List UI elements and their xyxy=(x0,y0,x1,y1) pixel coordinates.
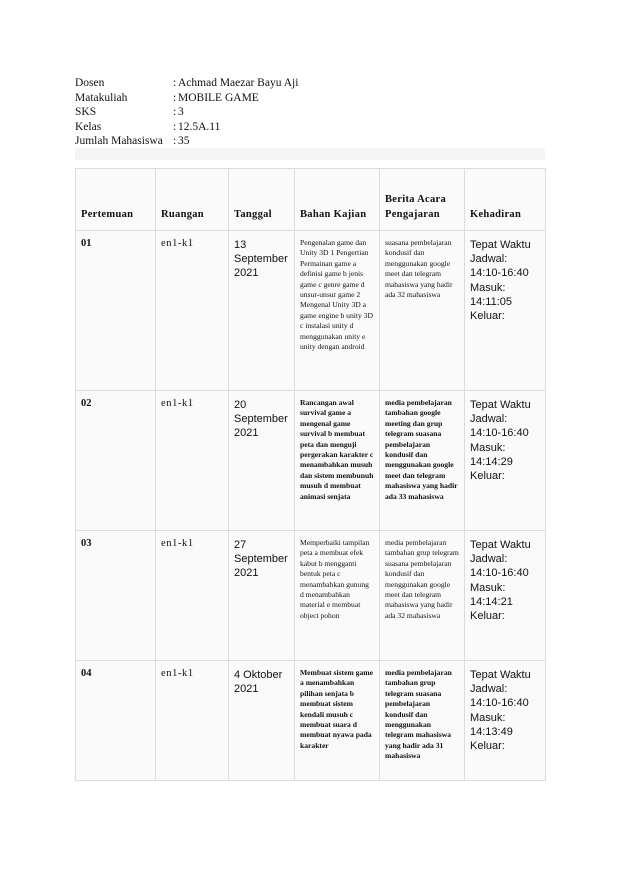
info-separator: : xyxy=(173,120,177,133)
info-value: Achmad Maezar Bayu Aji xyxy=(178,77,299,89)
cell-ruangan: en1-k1 xyxy=(156,231,229,391)
cell-kehadiran xyxy=(465,531,546,661)
info-label: Jumlah Mahasiswa xyxy=(75,135,163,148)
table-row xyxy=(76,661,546,781)
info-row-jumlah-mahasiswa xyxy=(75,134,298,149)
info-label: SKS xyxy=(75,106,97,119)
cell-bahan-kajian: Rancangan awal survival game a mengenal game survival b membuat peta dan menguji pergerakan karakter c menambahkan musuh dan sistem membunuh musuh d membuat animasi senjata xyxy=(295,391,380,531)
cell-bahan-kajian: Pengenalan game dan Unity 3D 1 Pengertian Permainan game a definisi game b jenis game c genre game d unsur-unsur game 2 Mengenal Unity 3D a game engine b unity 3D c instalasi unity d menggunakan unity e unity dengan android xyxy=(295,231,380,391)
attendance-schedule: Jadwal: 14:10-16:40 xyxy=(470,683,529,710)
table-row xyxy=(76,391,546,531)
attendance-check-in: Masuk: 14:14:29 xyxy=(470,441,513,468)
header-kehadiran: Kehadiran xyxy=(465,169,546,231)
section-divider xyxy=(75,148,545,160)
cell-tanggal: 20 September 2021 xyxy=(229,391,295,531)
attendance-check-out: Keluar: xyxy=(470,310,505,323)
attendance-schedule: Jadwal: 14:10-16:40 xyxy=(470,413,529,440)
info-row-dosen xyxy=(75,76,298,91)
table-row xyxy=(76,531,546,661)
info-separator: : xyxy=(173,135,177,148)
cell-kehadiran xyxy=(465,391,546,531)
cell-tanggal: 4 Oktober 2021 xyxy=(229,661,295,781)
cell-pertemuan: 03 xyxy=(76,531,156,661)
cell-berita-acara: suasana pembelajaran kondusif dan menggunakan google meet dan telegram mahasiswa yang hadir ada 32 mahasiswa xyxy=(380,231,465,391)
cell-ruangan: en1-k1 xyxy=(156,391,229,531)
info-label: Kelas xyxy=(75,120,102,133)
attendance-schedule: Jadwal: 14:10-16:40 xyxy=(470,253,529,280)
info-label: Dosen xyxy=(75,77,105,89)
info-row-sks xyxy=(75,105,298,120)
cell-berita-acara: media pembelajaran tambahan grup telegram suasana pembelajaran kondusif dan menggunakan google meet dan telegram mahasiswa yang hadir ada 32 mahasiswa xyxy=(380,531,465,661)
attendance-schedule: Jadwal: 14:10-16:40 xyxy=(470,553,529,580)
attendance-table xyxy=(75,168,546,781)
attendance-check-in: Masuk: 14:11:05 xyxy=(470,281,513,308)
info-separator: : xyxy=(173,106,177,119)
cell-pertemuan: 02 xyxy=(76,391,156,531)
cell-pertemuan: 04 xyxy=(76,661,156,781)
info-value: 35 xyxy=(178,135,190,148)
header-berita-acara: Berita Acara Pengajaran xyxy=(380,169,465,231)
info-separator: : xyxy=(173,91,177,104)
table-row xyxy=(76,231,546,391)
attendance-status: Tepat Waktu xyxy=(470,669,531,681)
header-ruangan: Ruangan xyxy=(156,169,229,231)
info-row-kelas xyxy=(75,120,298,135)
info-value: 12.5A.11 xyxy=(178,120,221,133)
cell-tanggal: 27 September 2021 xyxy=(229,531,295,661)
cell-berita-acara: media pembelajaran tambahan grup telegram suasana pembelajaran kondusif dan menggunakan telegram mahasiswa yang hadir ada 31 mahasiswa xyxy=(380,661,465,781)
attendance-status: Tepat Waktu xyxy=(470,539,531,551)
info-label: Matakuliah xyxy=(75,91,128,104)
cell-kehadiran xyxy=(465,661,546,781)
cell-kehadiran xyxy=(465,231,546,391)
info-row-matakuliah xyxy=(75,91,298,106)
cell-pertemuan: 01 xyxy=(76,231,156,391)
attendance-check-out: Keluar: xyxy=(470,740,505,753)
info-value: MOBILE GAME xyxy=(178,91,259,104)
cell-ruangan: en1-k1 xyxy=(156,531,229,661)
attendance-check-in: Masuk: 14:14:21 xyxy=(470,581,513,608)
header-tanggal: Tanggal xyxy=(229,169,295,231)
cell-bahan-kajian: Membuat sistem game a menambahkan pilihan senjata b membuat sistem kendali musuh c membuat suara d membuat nyawa pada karakter xyxy=(295,661,380,781)
course-info xyxy=(75,76,298,149)
attendance-check-out: Keluar: xyxy=(470,470,505,483)
info-separator: : xyxy=(173,77,177,89)
attendance-status: Tepat Waktu xyxy=(470,399,531,411)
info-value: 3 xyxy=(178,106,184,119)
attendance-check-in: Masuk: 14:13:49 xyxy=(470,711,513,738)
attendance-status: Tepat Waktu xyxy=(470,239,531,251)
header-bahan-kajian: Bahan Kajian xyxy=(295,169,380,231)
header-pertemuan: Pertemuan xyxy=(76,169,156,231)
cell-ruangan: en1-k1 xyxy=(156,661,229,781)
cell-berita-acara: media pembelajaran tambahan google meeting dan grup telegram suasana pembelajaran kondusif dan menggunakan google meet dan telegram mahasiswa yang hadir ada 33 mahasiswa xyxy=(380,391,465,531)
cell-tanggal: 13 September 2021 xyxy=(229,231,295,391)
cell-bahan-kajian: Memperbaiki tampilan peta a membuat efek kabut b mengganti bentuk peta c menambahkan gunung d menambahkan material e membuat object pohon xyxy=(295,531,380,661)
attendance-check-out: Keluar: xyxy=(470,610,505,623)
table-header-row xyxy=(76,169,546,231)
